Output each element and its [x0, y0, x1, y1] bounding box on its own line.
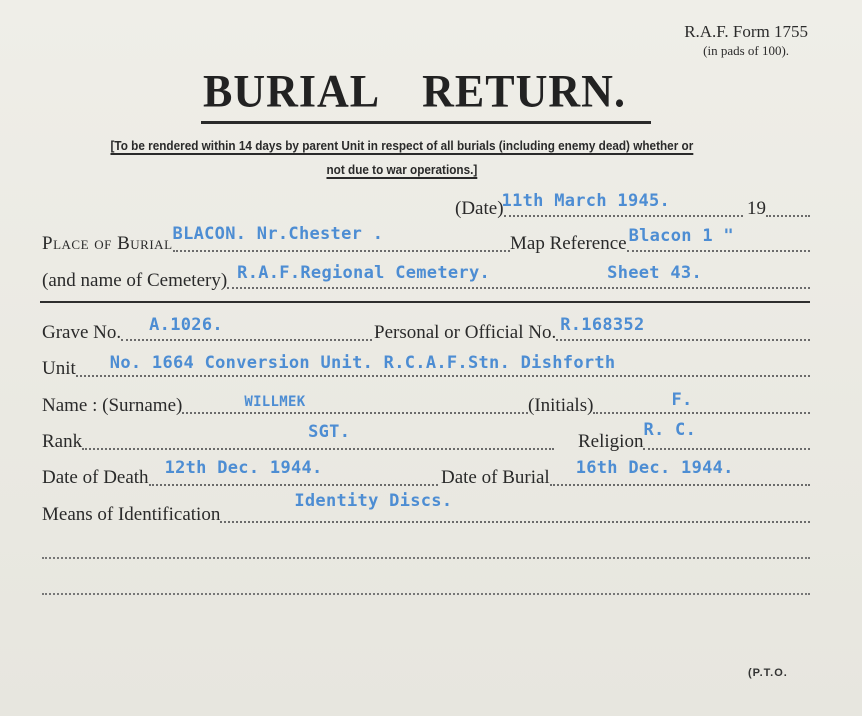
- blank-line-1[interactable]: [42, 557, 810, 559]
- place-of-burial-field[interactable]: [172, 224, 510, 252]
- date-of-burial-value: 16th Dec. 1944.: [575, 458, 734, 478]
- religion-field[interactable]: [643, 420, 810, 450]
- unit-row: [42, 353, 810, 380]
- blank-line-2[interactable]: [42, 593, 810, 595]
- grave-no-label: Grave No.: [42, 322, 122, 343]
- date-of-death-field[interactable]: [149, 458, 438, 486]
- map-reference-value: Blacon 1 ": [628, 226, 734, 246]
- date-of-burial-field[interactable]: [550, 458, 810, 486]
- cemetery-value: R.A.F.Regional Cemetery.: [237, 263, 491, 283]
- cemetery-label: (and name of Cemetery): [42, 270, 228, 291]
- date-of-burial-label: Date of Burial: [441, 467, 550, 488]
- grave-no-value: A.1026.: [149, 315, 223, 335]
- map-reference-row: [510, 226, 810, 255]
- initials-field[interactable]: [593, 390, 810, 414]
- map-reference-field[interactable]: [627, 226, 810, 252]
- rank-field[interactable]: [82, 422, 554, 450]
- initials-row: [528, 390, 810, 417]
- date-of-death-value: 12th Dec. 1944.: [164, 458, 323, 478]
- initials-label: (Initials): [528, 395, 594, 416]
- rank-row: [42, 422, 554, 453]
- religion-row: [578, 420, 810, 453]
- year-field[interactable]: [766, 215, 810, 217]
- place-of-burial-label: Place of Burial: [42, 233, 173, 254]
- page-title: [203, 65, 626, 119]
- cemetery-field[interactable]: [227, 263, 810, 289]
- date-value: 11th March 1945.: [501, 191, 671, 211]
- instruction-line-2: not due to war operations.]: [326, 163, 478, 177]
- pto-note: (P.T.O.: [748, 667, 788, 679]
- rank-value: SGT.: [308, 422, 351, 442]
- unit-field[interactable]: [76, 353, 810, 377]
- grave-no-row: [42, 315, 372, 344]
- form-number-block: [684, 22, 808, 60]
- date-row: [455, 191, 810, 220]
- cemetery-row: [42, 263, 810, 292]
- title-word-1: BURIAL: [203, 65, 381, 118]
- map-reference-label: Map Reference: [510, 233, 627, 254]
- place-of-burial-row: [42, 224, 510, 255]
- instructions: [40, 134, 764, 182]
- year-prefix: 19: [747, 198, 766, 219]
- map-sheet-value: Sheet 43.: [607, 263, 702, 283]
- form-number: R.A.F. Form 1755: [684, 22, 808, 41]
- date-of-death-row: [42, 458, 438, 489]
- surname-row: [42, 395, 528, 417]
- initials-value: F.: [671, 390, 693, 410]
- place-of-burial-value: BLACON. Nr.Chester .: [172, 224, 384, 244]
- date-label: (Date): [455, 198, 504, 219]
- identification-value: Identity Discs.: [294, 491, 453, 511]
- title-underline: [201, 121, 651, 124]
- unit-label: Unit: [42, 358, 76, 379]
- instruction-line-1: [To be rendered within 14 days by parent Unit in respect of all burials (including enemy dead) whether or: [110, 139, 694, 153]
- grave-no-field[interactable]: [121, 315, 372, 341]
- surname-field[interactable]: [182, 394, 528, 414]
- identification-field[interactable]: [220, 491, 810, 523]
- date-of-death-label: Date of Death: [42, 467, 149, 488]
- surname-label: Name : (Surname): [42, 395, 183, 416]
- personal-no-label: Personal or Official No.: [374, 322, 557, 343]
- personal-no-row: [372, 315, 810, 344]
- rank-label: Rank: [42, 431, 83, 452]
- pad-note: (in pads of 100).: [703, 43, 790, 58]
- personal-no-field[interactable]: [556, 315, 810, 341]
- date-of-burial-row: [441, 458, 810, 489]
- identification-row: [42, 491, 810, 526]
- religion-label: Religion: [578, 431, 644, 452]
- personal-no-value: R.168352: [560, 315, 645, 335]
- title-word-2: RETURN.: [422, 65, 626, 118]
- identification-label: Means of Identification: [42, 504, 221, 525]
- unit-value: No. 1664 Conversion Unit. R.C.A.F.Stn. Dishforth: [109, 353, 616, 373]
- date-field[interactable]: [501, 191, 743, 217]
- surname-value: WILLMEK: [244, 394, 306, 410]
- religion-value: R. C.: [643, 420, 697, 440]
- section-divider: [40, 301, 810, 303]
